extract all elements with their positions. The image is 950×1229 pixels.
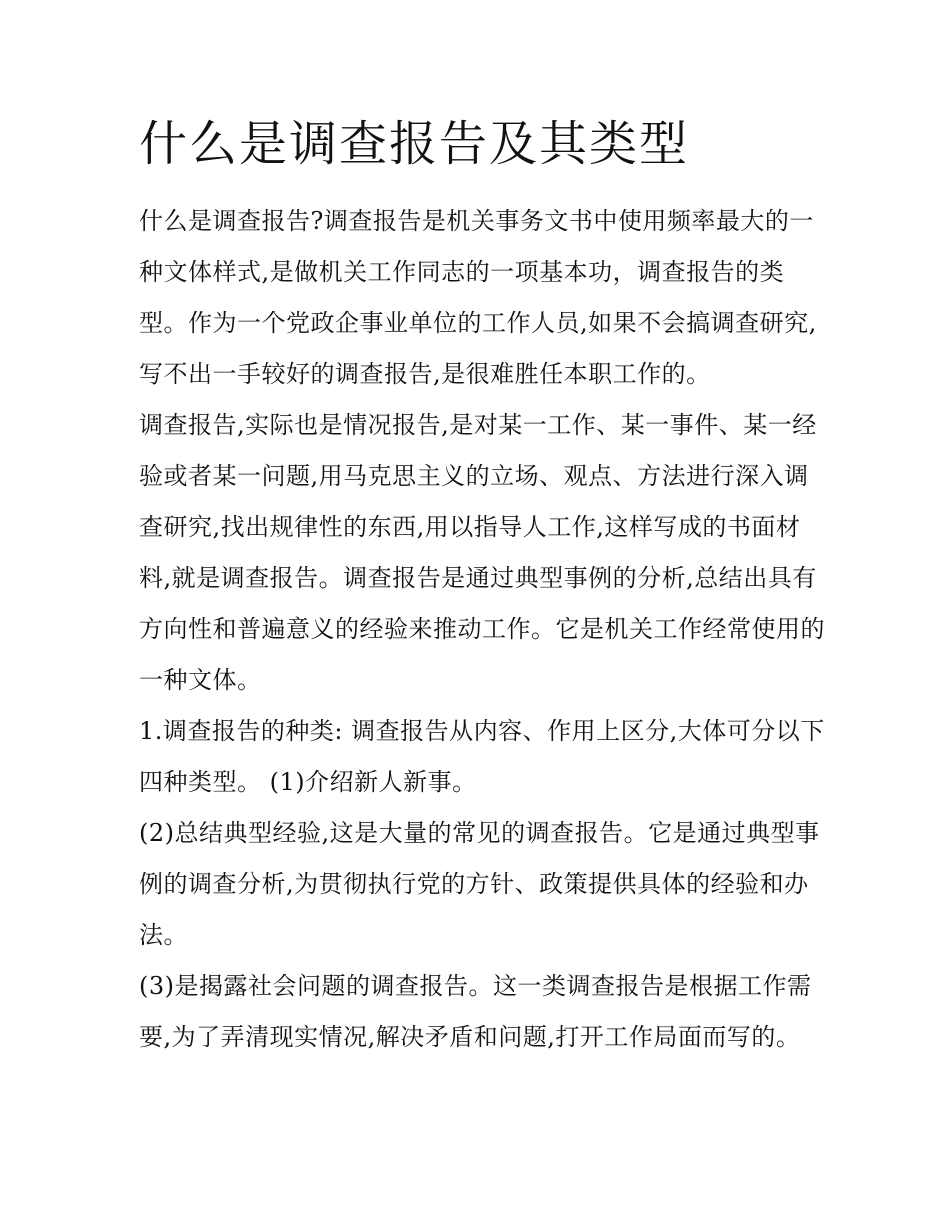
document-title: 什么是调查报告及其类型 [139, 116, 690, 172]
paragraph-intro: 什么是调查报告?调查报告是机关事务文书中使用频率最大的一种文体样式,是做机关工作同志的一项基本功，调查报告的类型。作为一个党政企事业单位的工作人员,如果不会搞调查研究,写不出一手较好的调查报告,是很难胜任本职工作的。 [139, 207, 817, 388]
document-body [139, 196, 829, 1063]
paragraph-type-3: (3)是揭露社会问题的调查报告。这一类调查报告是根据工作需要,为了弄清现实情况,解决矛盾和问题,打开工作局面而写的。 [139, 972, 812, 1051]
paragraph-definition: 调查报告,实际也是情况报告,是对某一工作、某一事件、某一经验或者某一问题,用马克思主义的立场、观点、方法进行深入调查研究,找出规律性的东西,用以指导人工作,这样写成的书面材料,就是调查报告。调查报告是通过典型事例的分析,总结出具有方向性和普遍意义的经验来推动工作。它是机关工作经常使用的一种文体。 [139, 411, 825, 694]
paragraph-type-2: (2)总结典型经验,这是大量的常见的调查报告。它是通过典型事例的调查分析,为贯彻执行党的方针、政策提供具体的经验和办法。 [139, 819, 820, 949]
paragraph-types-intro: 1.调查报告的种类: 调查报告从内容、作用上区分,大体可分以下四种类型。 (1)介绍新人新事。 [139, 717, 825, 796]
